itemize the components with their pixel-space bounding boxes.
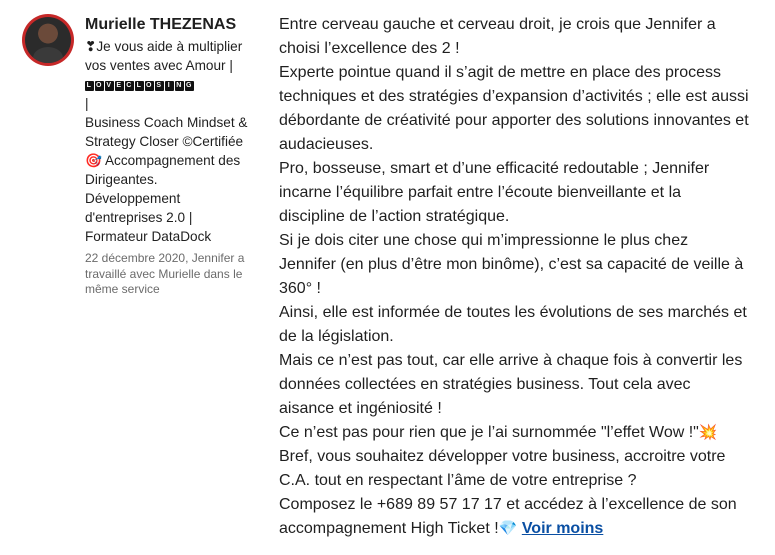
headline-line: Business Coach Mindset & [85, 115, 248, 130]
recommendation-text [279, 13, 749, 541]
headline-line: Développement [85, 191, 181, 206]
recommendation-paragraph: Ainsi, elle est informée de toutes les évolutions de ses marchés et de la législation. [279, 304, 747, 345]
recommendation-paragraph: Si je dois citer une chose qui m’impressionne le plus chez Jennifer (en plus d’être mon binôme), c’est sa capacité de veille à 360° ! [279, 232, 744, 297]
wow-text: Ce n’est pas pour rien que je l’ai surnommée "l’effet Wow !" [279, 424, 699, 441]
recommender-name[interactable]: Murielle THEZENAS [85, 16, 237, 33]
boxed-letter: G [186, 82, 193, 89]
boxed-letter: L [86, 82, 93, 89]
recommendation-paragraph-wow [279, 421, 749, 445]
headline-line: ❣Je vous aide à multiplier [85, 39, 243, 54]
recommendation-paragraph: Mais ce n’est pas tout, car elle arrive à chaque fois à convertir les données collectées en stratégies business. Tout cela avec aisance et ingéniosité ! [279, 352, 743, 417]
headline-line: Formateur DataDock [85, 229, 212, 244]
see-less-link[interactable]: Voir moins [521, 520, 604, 537]
headline-line: 🎯 Accompagnement des [85, 153, 241, 168]
headline-line: vos ventes avec Amour | [85, 58, 233, 73]
recommendation-paragraph-final [279, 493, 749, 541]
recommender-headline [85, 37, 265, 246]
headline-line: Strategy Closer ©Certifiée [85, 134, 244, 149]
boxed-letter: C [126, 82, 133, 89]
loveclosing-boxed-text [85, 75, 265, 94]
boxed-letter: E [116, 82, 123, 89]
boxed-letter: N [176, 82, 183, 89]
avatar[interactable] [22, 14, 74, 66]
recommender-info [85, 15, 265, 298]
recommendation-meta: 22 décembre 2020, Jennifer a travaillé avec Murielle dans le même service [85, 251, 245, 296]
avatar-photo [25, 17, 71, 63]
headline-line: d'entreprises 2.0 | [85, 210, 193, 225]
recommendation-paragraph: Bref, vous souhaitez développer votre business, accroitre votre C.A. tout en respectant l’âme de votre entreprise ? [279, 448, 726, 489]
headline-line-loveclosing: L O V E C L O S I N G | [85, 75, 265, 113]
boxed-letter: V [106, 82, 113, 89]
boxed-letter: O [146, 82, 153, 89]
boxed-letter: I [165, 81, 174, 91]
recommendation-paragraph: Pro, bosseuse, smart et d’une efficacité redoutable ; Jennifer incarne l’équilibre parfait entre l’écoute bienveillante et la discipline de l’action stratégique. [279, 160, 710, 225]
boxed-letter: L [136, 82, 143, 89]
recommendation-paragraph: Entre cerveau gauche et cerveau droit, je crois que Jennifer a choisi l’excellence des 2 ! [279, 16, 716, 57]
boxed-letter: S [156, 82, 163, 89]
recommendation-paragraph: Experte pointue quand il s’agit de mettre en place des process techniques et des stratégies d’expansion d’activités ; elle est aussi débordante de créativité pour apporter des solutions innovantes et audacieuses. [279, 64, 749, 153]
final-text: Composez le +689 89 57 17 17 et accédez à l’excellence de son accompagnement High Ticket ! [279, 496, 737, 537]
boxed-letter: O [96, 82, 103, 89]
collision-icon: 💥 [698, 424, 718, 441]
headline-line: Dirigeantes. [85, 172, 158, 187]
diamond-icon: 💎 [498, 520, 518, 537]
